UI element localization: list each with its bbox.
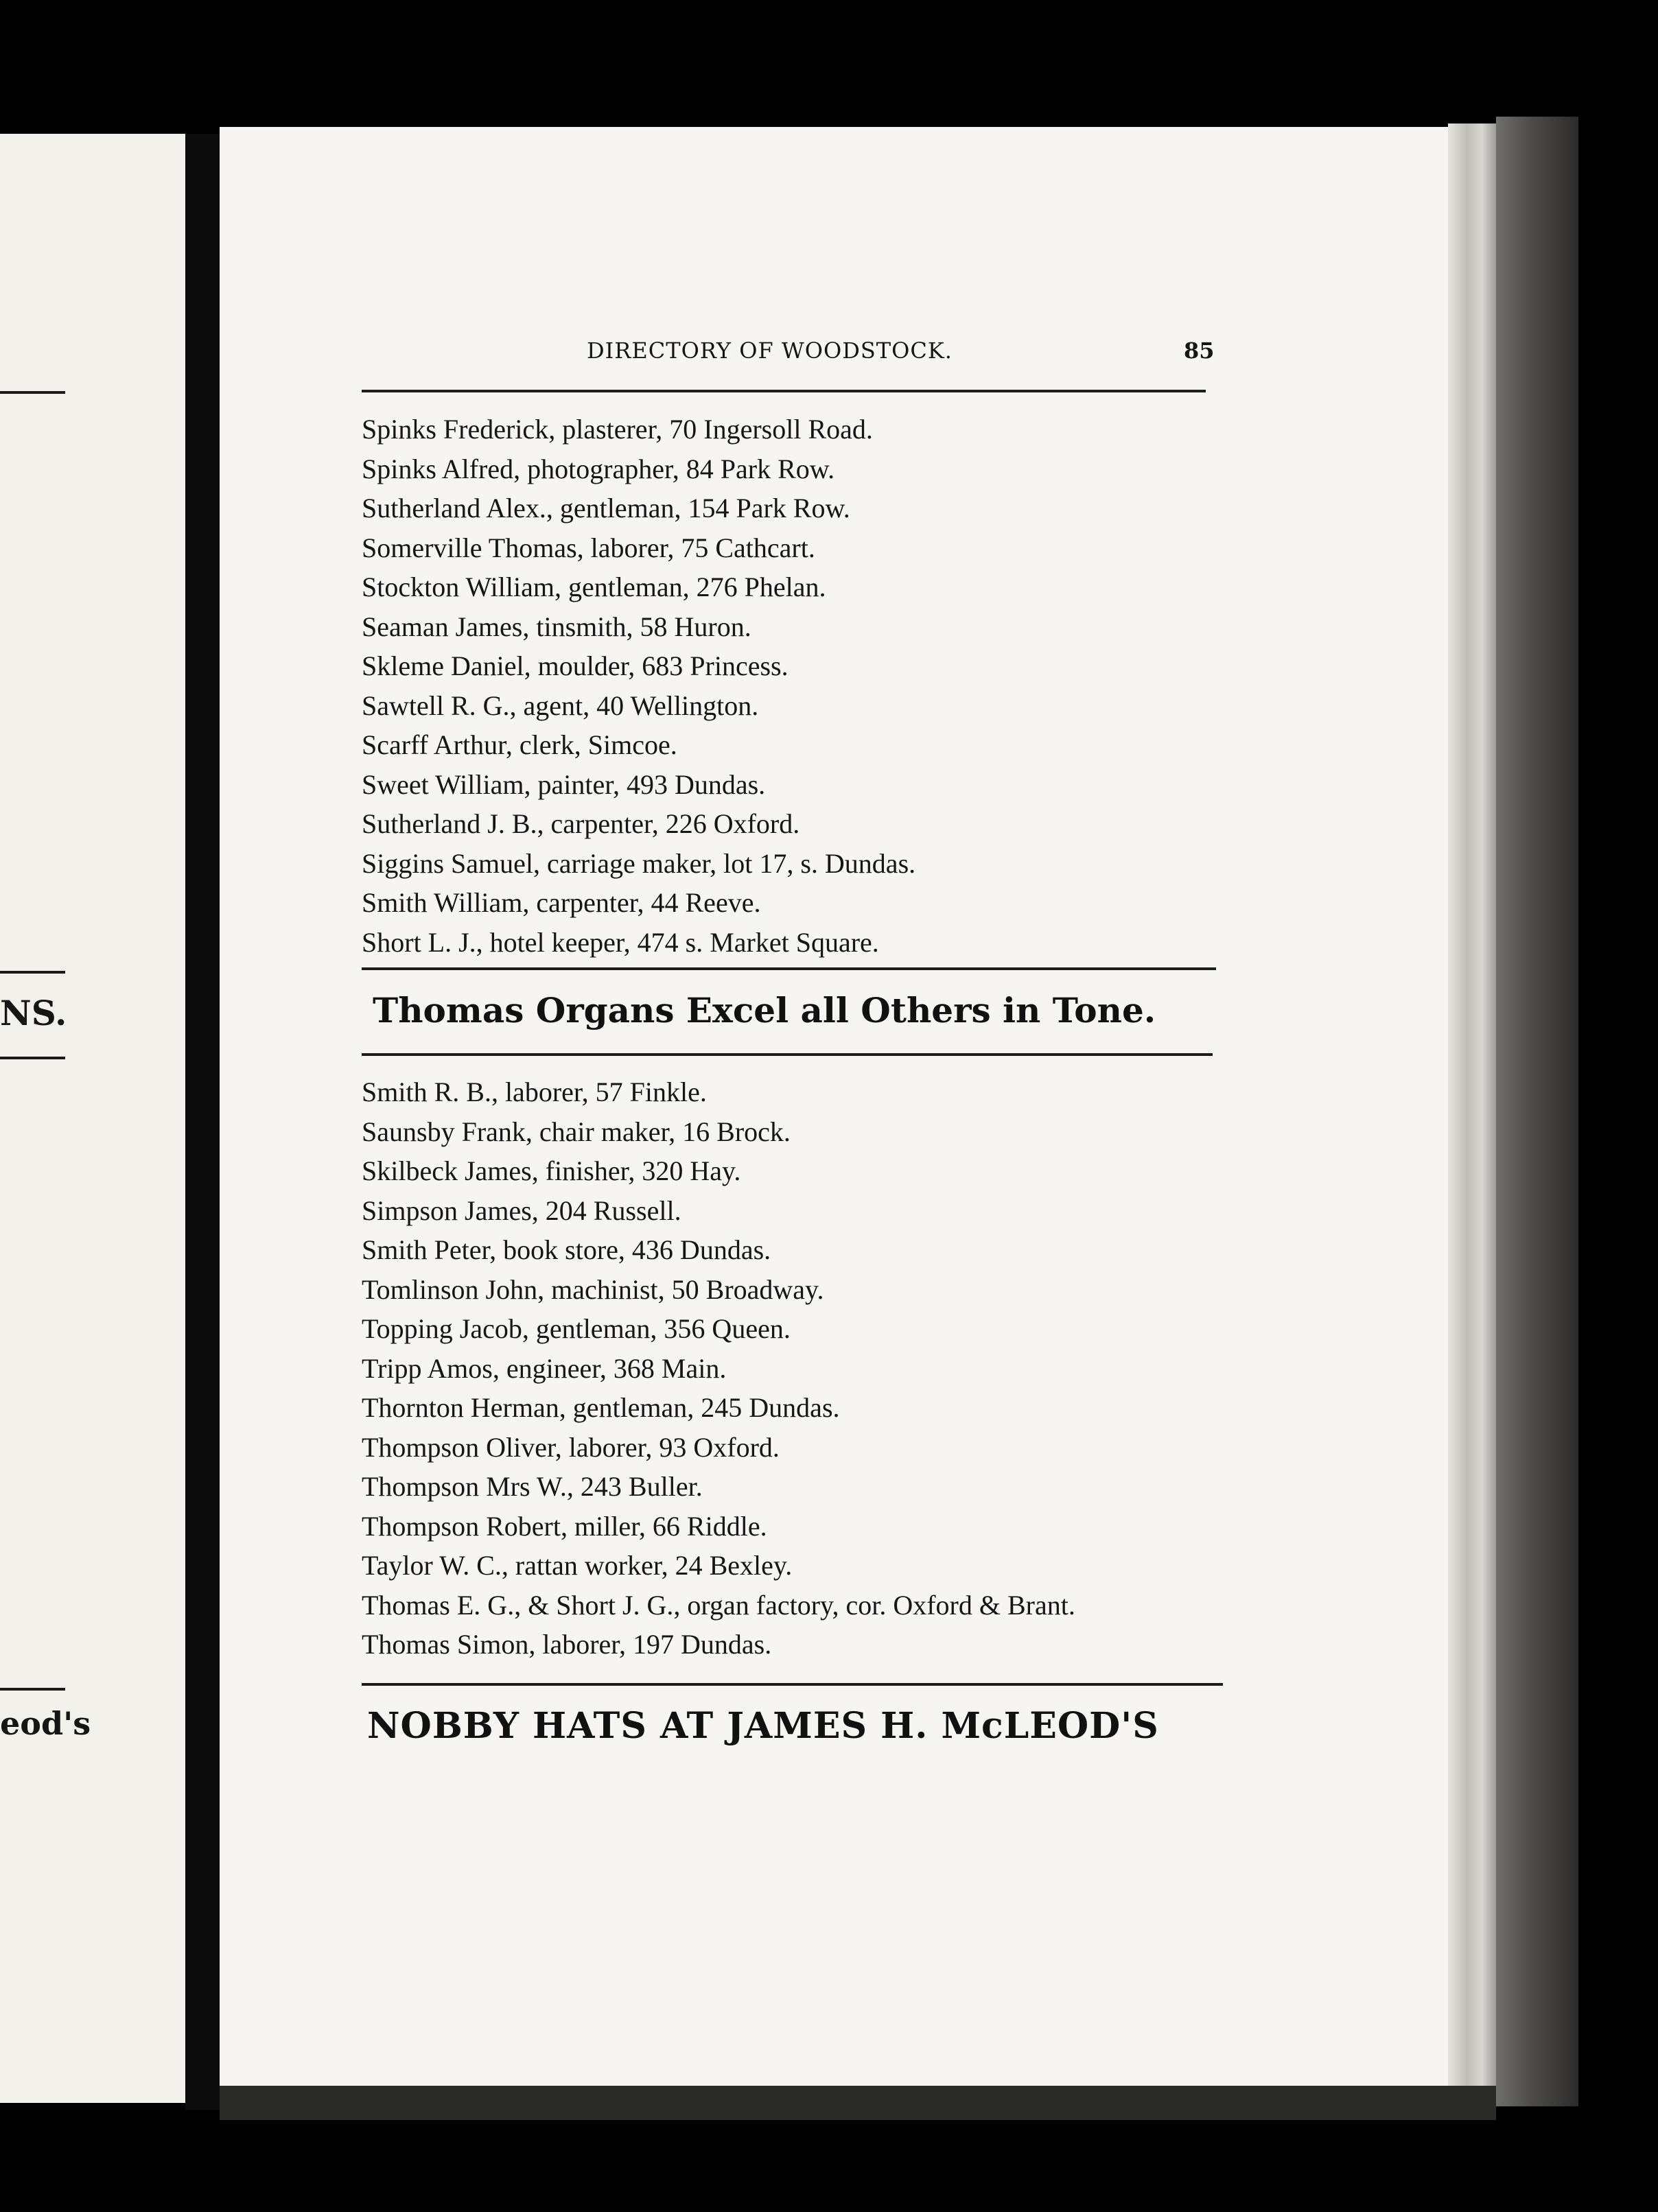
list-item: Topping Jacob, gentleman, 356 Queen. [362, 1313, 791, 1344]
list-item: Seaman James, tinsmith, 58 Huron. [362, 611, 751, 642]
list-item: Thomas E. G., & Short J. G., organ factory, cor. Oxford & Brant. [362, 1589, 1075, 1621]
list-item: Somerville Thomas, laborer, 75 Cathcart. [362, 532, 815, 563]
left-page-fragment [0, 134, 185, 2103]
page-number: 85 [1184, 338, 1215, 364]
list-item: Thompson Mrs W., 243 Buller. [362, 1471, 703, 1502]
list-item: Spinks Alfred, photographer, 84 Park Row. [362, 453, 835, 484]
list-item: Saunsby Frank, chair maker, 16 Brock. [362, 1116, 791, 1147]
list-item: Short L. J., hotel keeper, 474 s. Market Square. [362, 926, 879, 958]
list-item: Tripp Amos, engineer, 368 Main. [362, 1352, 727, 1384]
list-item: Smith Peter, book store, 436 Dundas. [362, 1234, 771, 1265]
directory-entries-bottom [362, 1072, 1240, 1664]
list-item: Spinks Frederick, plasterer, 70 Ingersoll Road. [362, 414, 873, 445]
ad-rule-top [362, 967, 1216, 970]
bottom-edge [220, 2086, 1496, 2120]
ad-banner-hats: NOBBY HATS AT JAMES H. McLEOD'S [367, 1705, 1159, 1747]
left-ad-fragment: eod's [0, 1705, 91, 1742]
list-item: Thornton Herman, gentleman, 245 Dundas. [362, 1392, 840, 1423]
book-gutter [185, 134, 220, 2110]
list-item: Sutherland J. B., carpenter, 226 Oxford. [362, 808, 800, 839]
list-item: Tomlinson John, machinist, 50 Broadway. [362, 1273, 824, 1305]
list-item: Sweet William, painter, 493 Dundas. [362, 768, 766, 800]
list-item: Thompson Oliver, laborer, 93 Oxford. [362, 1431, 780, 1463]
page-edge [1448, 123, 1496, 2099]
list-item: Siggins Samuel, carriage maker, lot 17, s. Dundas. [362, 847, 916, 879]
directory-entries-top [362, 410, 1240, 962]
list-item: Stockton William, gentleman, 276 Phelan. [362, 572, 826, 602]
list-item: Skleme Daniel, moulder, 683 Princess. [362, 650, 789, 681]
ad-rule-bottom [362, 1053, 1213, 1056]
list-item: Smith William, carpenter, 44 Reeve. [362, 887, 761, 918]
running-header: DIRECTORY OF WOODSTOCK. [587, 338, 953, 364]
left-rule [0, 1057, 65, 1059]
list-item: Scarff Arthur, clerk, Simcoe. [362, 729, 677, 760]
left-rule [0, 1688, 65, 1691]
list-item: Sutherland Alex., gentleman, 154 Park Row. [362, 493, 850, 523]
list-item: Simpson James, 204 Russell. [362, 1195, 681, 1226]
list-item: Sawtell R. G., agent, 40 Wellington. [362, 690, 759, 721]
ad-rule-top [362, 1683, 1223, 1686]
list-item: Thomas Simon, laborer, 197 Dundas. [362, 1629, 772, 1660]
left-rule [0, 391, 65, 394]
list-item: Taylor W. C., rattan worker, 24 Bexley. [362, 1550, 793, 1581]
list-item: Smith R. B., laborer, 57 Finkle. [362, 1076, 707, 1107]
left-rule [0, 971, 65, 974]
list-item: Thompson Robert, miller, 66 Riddle. [362, 1510, 767, 1542]
left-ad-fragment: NS. [0, 993, 67, 1033]
header-rule [362, 390, 1206, 392]
ad-banner-organs: Thomas Organs Excel all Others in Tone. [373, 990, 1156, 1031]
list-item: Skilbeck James, finisher, 320 Hay. [362, 1155, 741, 1186]
cover-edge [1496, 117, 1578, 2106]
